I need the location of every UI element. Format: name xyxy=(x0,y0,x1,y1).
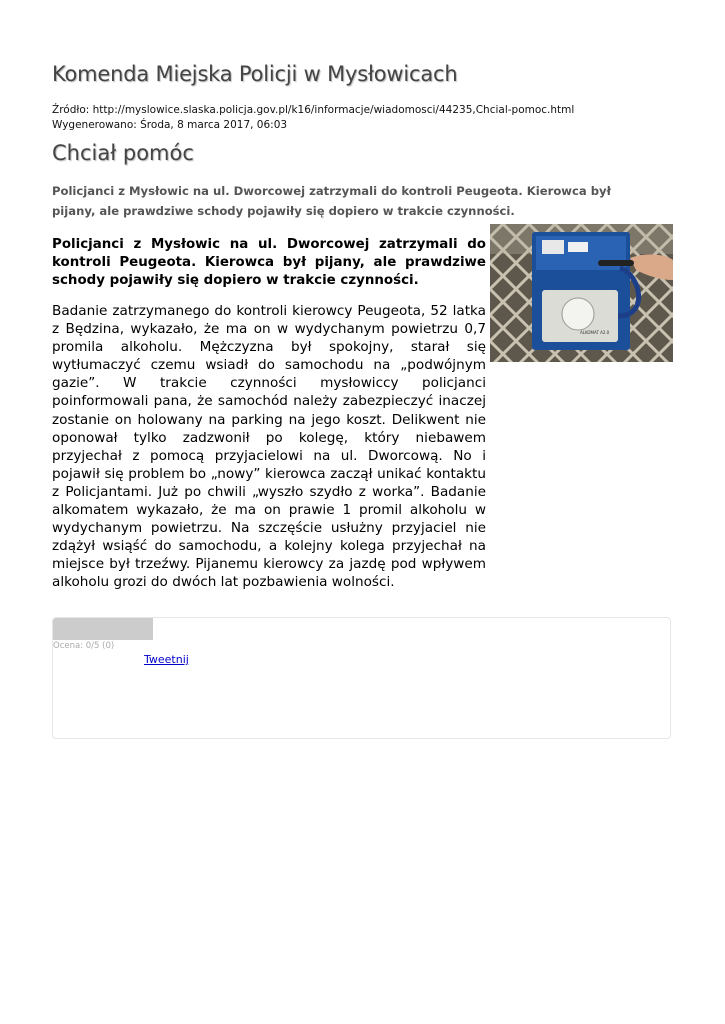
generated-date: Wygenerowano: Środa, 8 marca 2017, 06:03 xyxy=(52,119,288,131)
rating-panel xyxy=(52,617,671,739)
device-label: ALKOMAT A2.0 xyxy=(580,330,610,335)
rating-stars-bar[interactable] xyxy=(53,618,153,640)
rating-label: Ocena: 0/5 (0) xyxy=(53,641,115,651)
article-body: Badanie zatrzymanego do kontroli kierowcy Peugeota, 52 latka z Będzina, wykazało, że ma on w wydychanym powietrzu 0,7 promila alkoholu. Mężczyzna był spokojny, starał się wytłumaczyć czemu wsiadł do samochodu na „podwójnym gazie”. W trakcie czynności mysłowiccy policjanci poinformowali pana, że samochód należy zabezpieczyć inaczej zostanie on holowany na parking na jego koszt. Delikwent nie oponował tylko zadzwonił po kolegę, który niebawem przyjechał z pomocą przyjacielowi na ul. Dworcową. No i pojawił się problem bo „nowy” kierowca zaczął unikać kontaktu z Policjantami. Już po chwili „wyszło szydło z worka”. Badanie alkomatem wykazało, że ma on prawie 1 promil alkoholu w wydychanym powietrzu. Na szczęście usłużny przyjaciel nie zdążył wsiąść do samochodu, a kolejny kolega przyjechał na miejsce był trzeźwy. Pijanemu kierowcy za jazdę pod wpływem alkoholu grozi do dwóch lat pozbawienia wolności. xyxy=(52,303,486,591)
tweet-link[interactable]: Tweetnij xyxy=(144,653,189,666)
article-title: Chciał pomóc xyxy=(52,141,194,165)
source-url: Źródło: http://myslowice.slaska.policja.gov.pl/k16/informacje/wiadomosci/44235,Chcial-pomoc.html xyxy=(52,104,575,116)
article-meta xyxy=(52,103,574,133)
article-photo xyxy=(490,224,673,362)
article-intro: Policjanci z Mysłowic na ul. Dworcowej zatrzymali do kontroli Peugeota. Kierowca był pijany, ale prawdziwe schody pojawiły się dopiero w trakcie czynności. xyxy=(52,237,486,288)
breathalyzer-photo-image xyxy=(490,224,673,362)
site-title: Komenda Miejska Policji w Mysłowicach xyxy=(52,62,458,86)
article-lead: Policjanci z Mysłowic na ul. Dworcowej zatrzymali do kontroli Peugeota. Kierowca był pijany, ale prawdziwe schody pojawiły się dopiero w trakcie czynności. xyxy=(52,184,611,218)
